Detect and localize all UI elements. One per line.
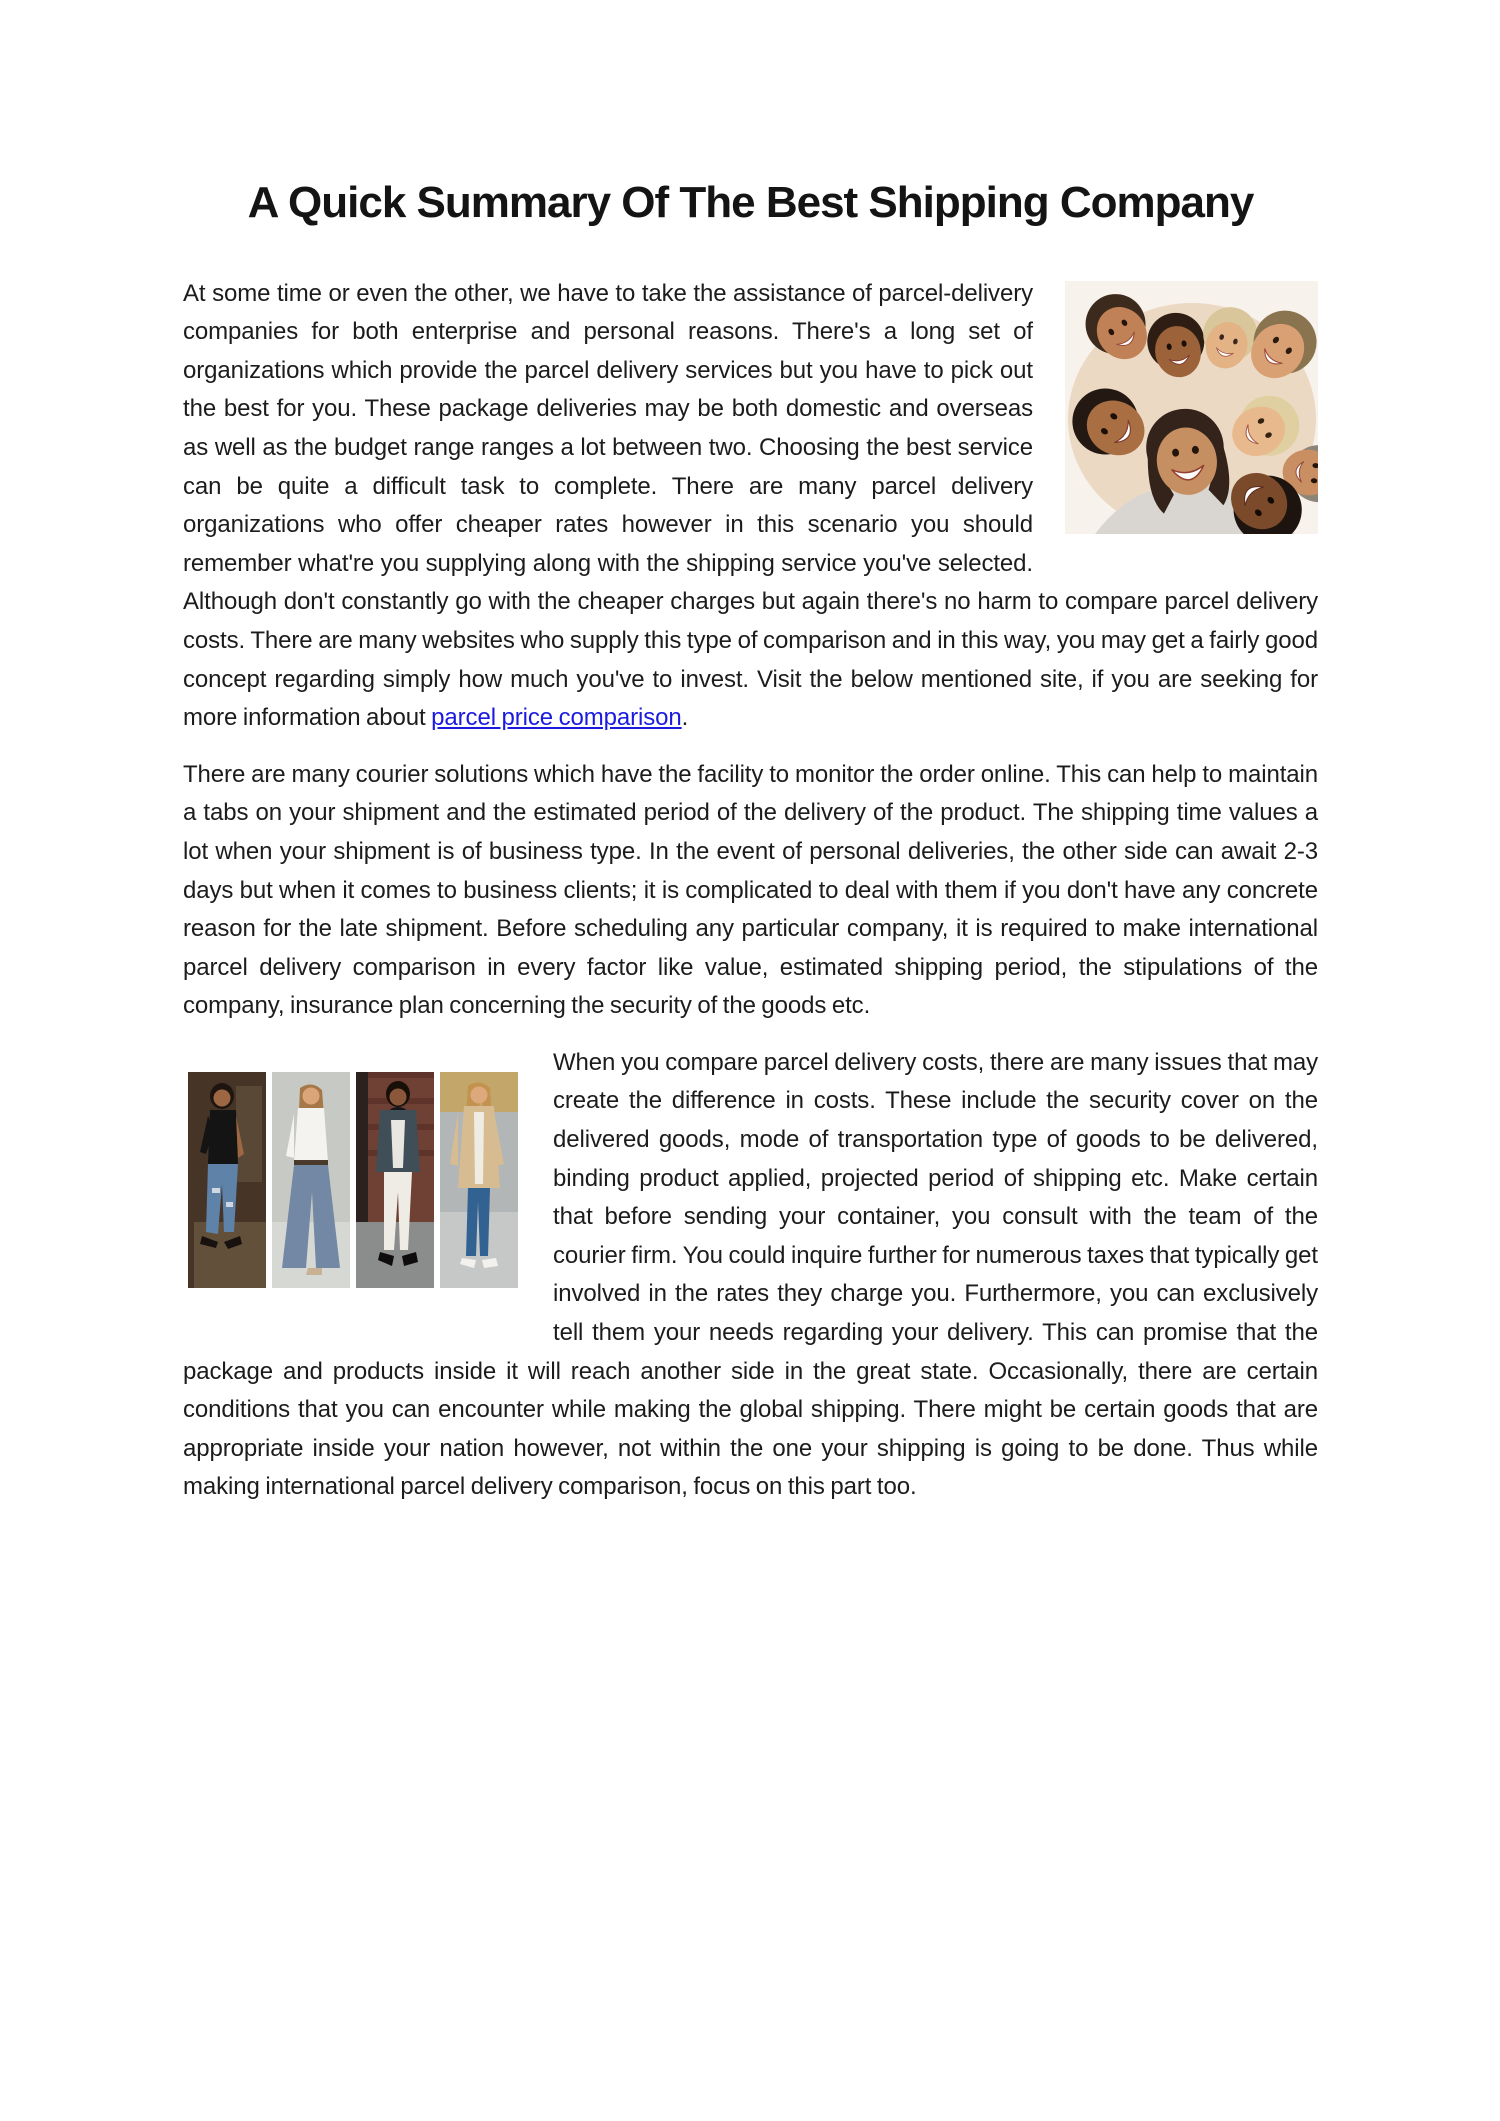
fashion-collage-illustration: [188, 1072, 518, 1288]
page-title: A Quick Summary Of The Best Shipping Company: [247, 178, 1254, 227]
group-photo-illustration: [1065, 281, 1318, 534]
fashion-photo-4: [440, 1072, 518, 1288]
parcel-price-comparison-link[interactable]: parcel price comparison: [431, 704, 682, 732]
fashion-photo-1: [188, 1072, 266, 1288]
paragraph-2: There are many courier solutions which have the facility to monitor the order online. This can help to maintain a tabs on your shipment and the estimated period of the delivery of the product. The shipping time values a lot when your shipment is of business type. In the event of personal deliveries, the other side can await 2-3 days but when it comes to business clients; it is complicated to deal with them if you don't have any concrete reason for the late shipment. Before scheduling any particular company, it is required to make international parcel delivery comparison in every factor like value, estimated shipping period, the stipulations of the company, insurance plan concerning the security of the goods etc.: [183, 760, 1318, 1020]
paragraph-1-text: At some time or even the other, we have to take the assistance of parcel-delivery companies for both enterprise and personal reasons. There's a long set of organizations which provide the parcel delivery services but you have to pick out the best for you. These package deliveries may be both domestic and overseas as well as the budget range ranges a lot between two. Choosing the best service can be quite a difficult task to complete. There are many parcel delivery organizations who offer cheaper rates however in this scenario you should remember what're you supplying along with the shipping service you've selected. Although don't constantly go with the cheaper charges but again there's no harm to compare parcel delivery costs. There are many websites who supply this type of comparison and in this way, you may get a fairly good concept regarding simply how much you've to invest. Visit the below mentioned site, if you are seeking for more information about: [183, 279, 1318, 732]
paragraph-3: [183, 1044, 1318, 1507]
paragraph-1-period: .: [681, 704, 689, 732]
fashion-photo-3: [356, 1072, 434, 1288]
fashion-photo-2: [272, 1072, 350, 1288]
fashion-collage-image: [188, 1072, 518, 1288]
paragraph-1: [183, 275, 1318, 738]
paragraph-3-text: When you compare parcel delivery costs, there are many issues that may create the difference in costs. These include the security cover on the delivered goods, mode of transportation type of goods to be delivered, binding product applied, projected period of shipping etc. Make certain that before sending your container, you consult with the team of the courier firm. You could inquire further for numerous taxes that typically get involved in the rates they charge you. Furthermore, you can exclusively tell them your needs regarding your delivery. This can promise that the package and products inside it will reach another side in the great state. Occasionally, there are certain conditions that you can encounter while making the global shipping. There might be certain goods that are appropriate inside your nation however, not within the one your shipping is going to be done. Thus while making international parcel delivery comparison, focus on this part too.: [183, 1048, 1318, 1501]
group-photo-image: [1065, 281, 1318, 534]
